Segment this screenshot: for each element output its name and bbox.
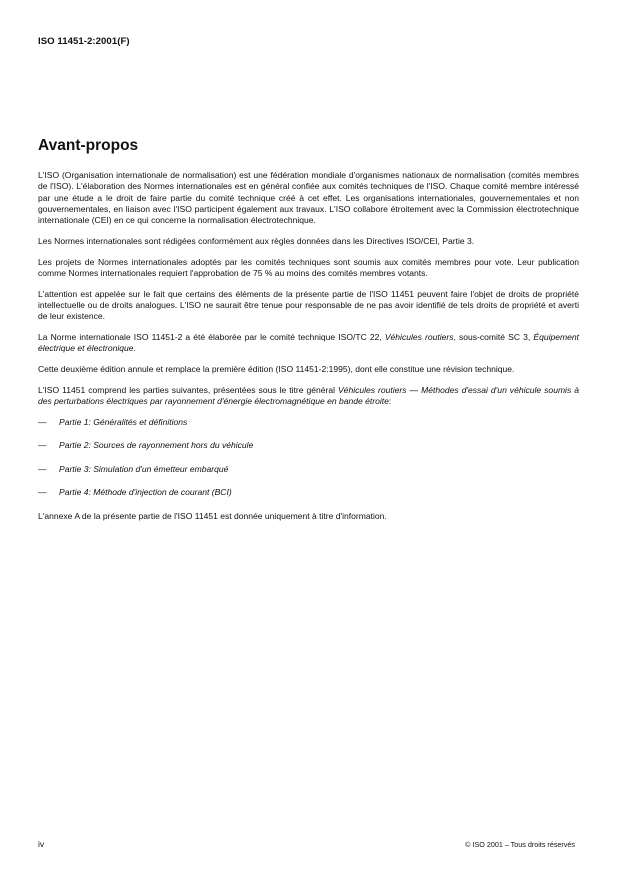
dash-bullet-icon: — <box>38 416 47 427</box>
general-title: Véhicules routiers — Méthodes d'essai d'un véhicule soumis à des perturbations électriques par rayonnement d'énergie électromagnétique en bande étroite <box>38 384 579 406</box>
list-item <box>38 487 579 498</box>
dash-bullet-icon: — <box>38 463 47 474</box>
paragraph-patent-rights: L'attention est appelée sur le fait que certains des éléments de la présente partie de l'ISO 11451 peuvent faire l'objet de droits de propriété intellectuelle ou de droits analogues. L'ISO ne saurait être tenue pour responsable de ne pas avoir identifié de tels droits de propriété et averti de leur existence. <box>38 288 579 321</box>
list-item-text: Partie 4: Méthode d'injection de courant (BCI) <box>59 487 232 498</box>
list-item <box>38 417 579 428</box>
list-item-text: Partie 3: Simulation d'un émetteur embarqué <box>59 463 229 474</box>
list-item <box>38 464 579 475</box>
subcommittee-name: Équipement électrique et électronique <box>38 331 579 353</box>
parts-list <box>38 417 579 499</box>
committee-text-a: La Norme internationale ISO 11451-2 a été élaborée par le comité technique ISO/TC 22, <box>38 331 385 342</box>
paragraph-directives: Les Normes internationales sont rédigées conformément aux règles données dans les Directives ISO/CEI, Partie 3. <box>38 235 475 246</box>
page-number: iv <box>38 839 45 849</box>
paragraph-voting: Les projets de Normes internationales adoptés par les comités techniques sont soumis aux comités membres pour vote. Leur publication comme Normes internationales requiert l'approbation de 75 % au moins des comités membres votants. <box>38 256 579 278</box>
committee-text-c: . <box>133 343 136 353</box>
dash-bullet-icon: — <box>38 487 47 498</box>
paragraph-edition: Cette deuxième édition annule et remplace la première édition (ISO 11451-2:1995), dont elle constitue une révision technique. <box>38 363 515 374</box>
committee-text-b: , sous-comité SC 3, <box>453 331 534 342</box>
paragraph-annex: L'annexe A de la présente partie de l'ISO 11451 est donnée uniquement à titre d'information. <box>38 510 387 521</box>
copyright-notice: © ISO 2001 – Tous droits réservés <box>465 840 575 849</box>
list-item-text: Partie 1: Généralités et définitions <box>59 416 188 427</box>
parts-intro-text: L'ISO 11451 comprend les parties suivantes, présentées sous le titre général <box>38 384 338 395</box>
paragraph-iso-organisation: L'ISO (Organisation internationale de normalisation) est une fédération mondiale d'organismes nationaux de normalisation (comités membres de l'ISO). L'élaboration des Normes internationales est en général confiée aux comités techniques de l'ISO. Chaque comité membre intéressé par une étude a le droit de faire partie du comité technique créé à cet effet. Les organisations internationales, gouvernementales et non gouvernementales, en liaison avec l'ISO participent également aux travaux. L'ISO collabore étroitement avec la Commission électrotechnique internationale (CEI) en ce qui concerne la normalisation électrotechnique. <box>38 170 579 225</box>
document-body <box>38 170 579 531</box>
document-identifier: ISO 11451-2:2001(F) <box>38 36 130 47</box>
section-title: Avant-propos <box>38 137 139 154</box>
dash-bullet-icon: — <box>38 440 47 451</box>
list-item <box>38 440 579 451</box>
paragraph-committee <box>38 332 579 355</box>
parts-intro-colon: : <box>388 395 392 406</box>
paragraph-parts-intro <box>38 385 579 408</box>
list-item-text: Partie 2: Sources de rayonnement hors du véhicule <box>59 440 254 451</box>
committee-name: Véhicules routiers <box>384 331 454 342</box>
